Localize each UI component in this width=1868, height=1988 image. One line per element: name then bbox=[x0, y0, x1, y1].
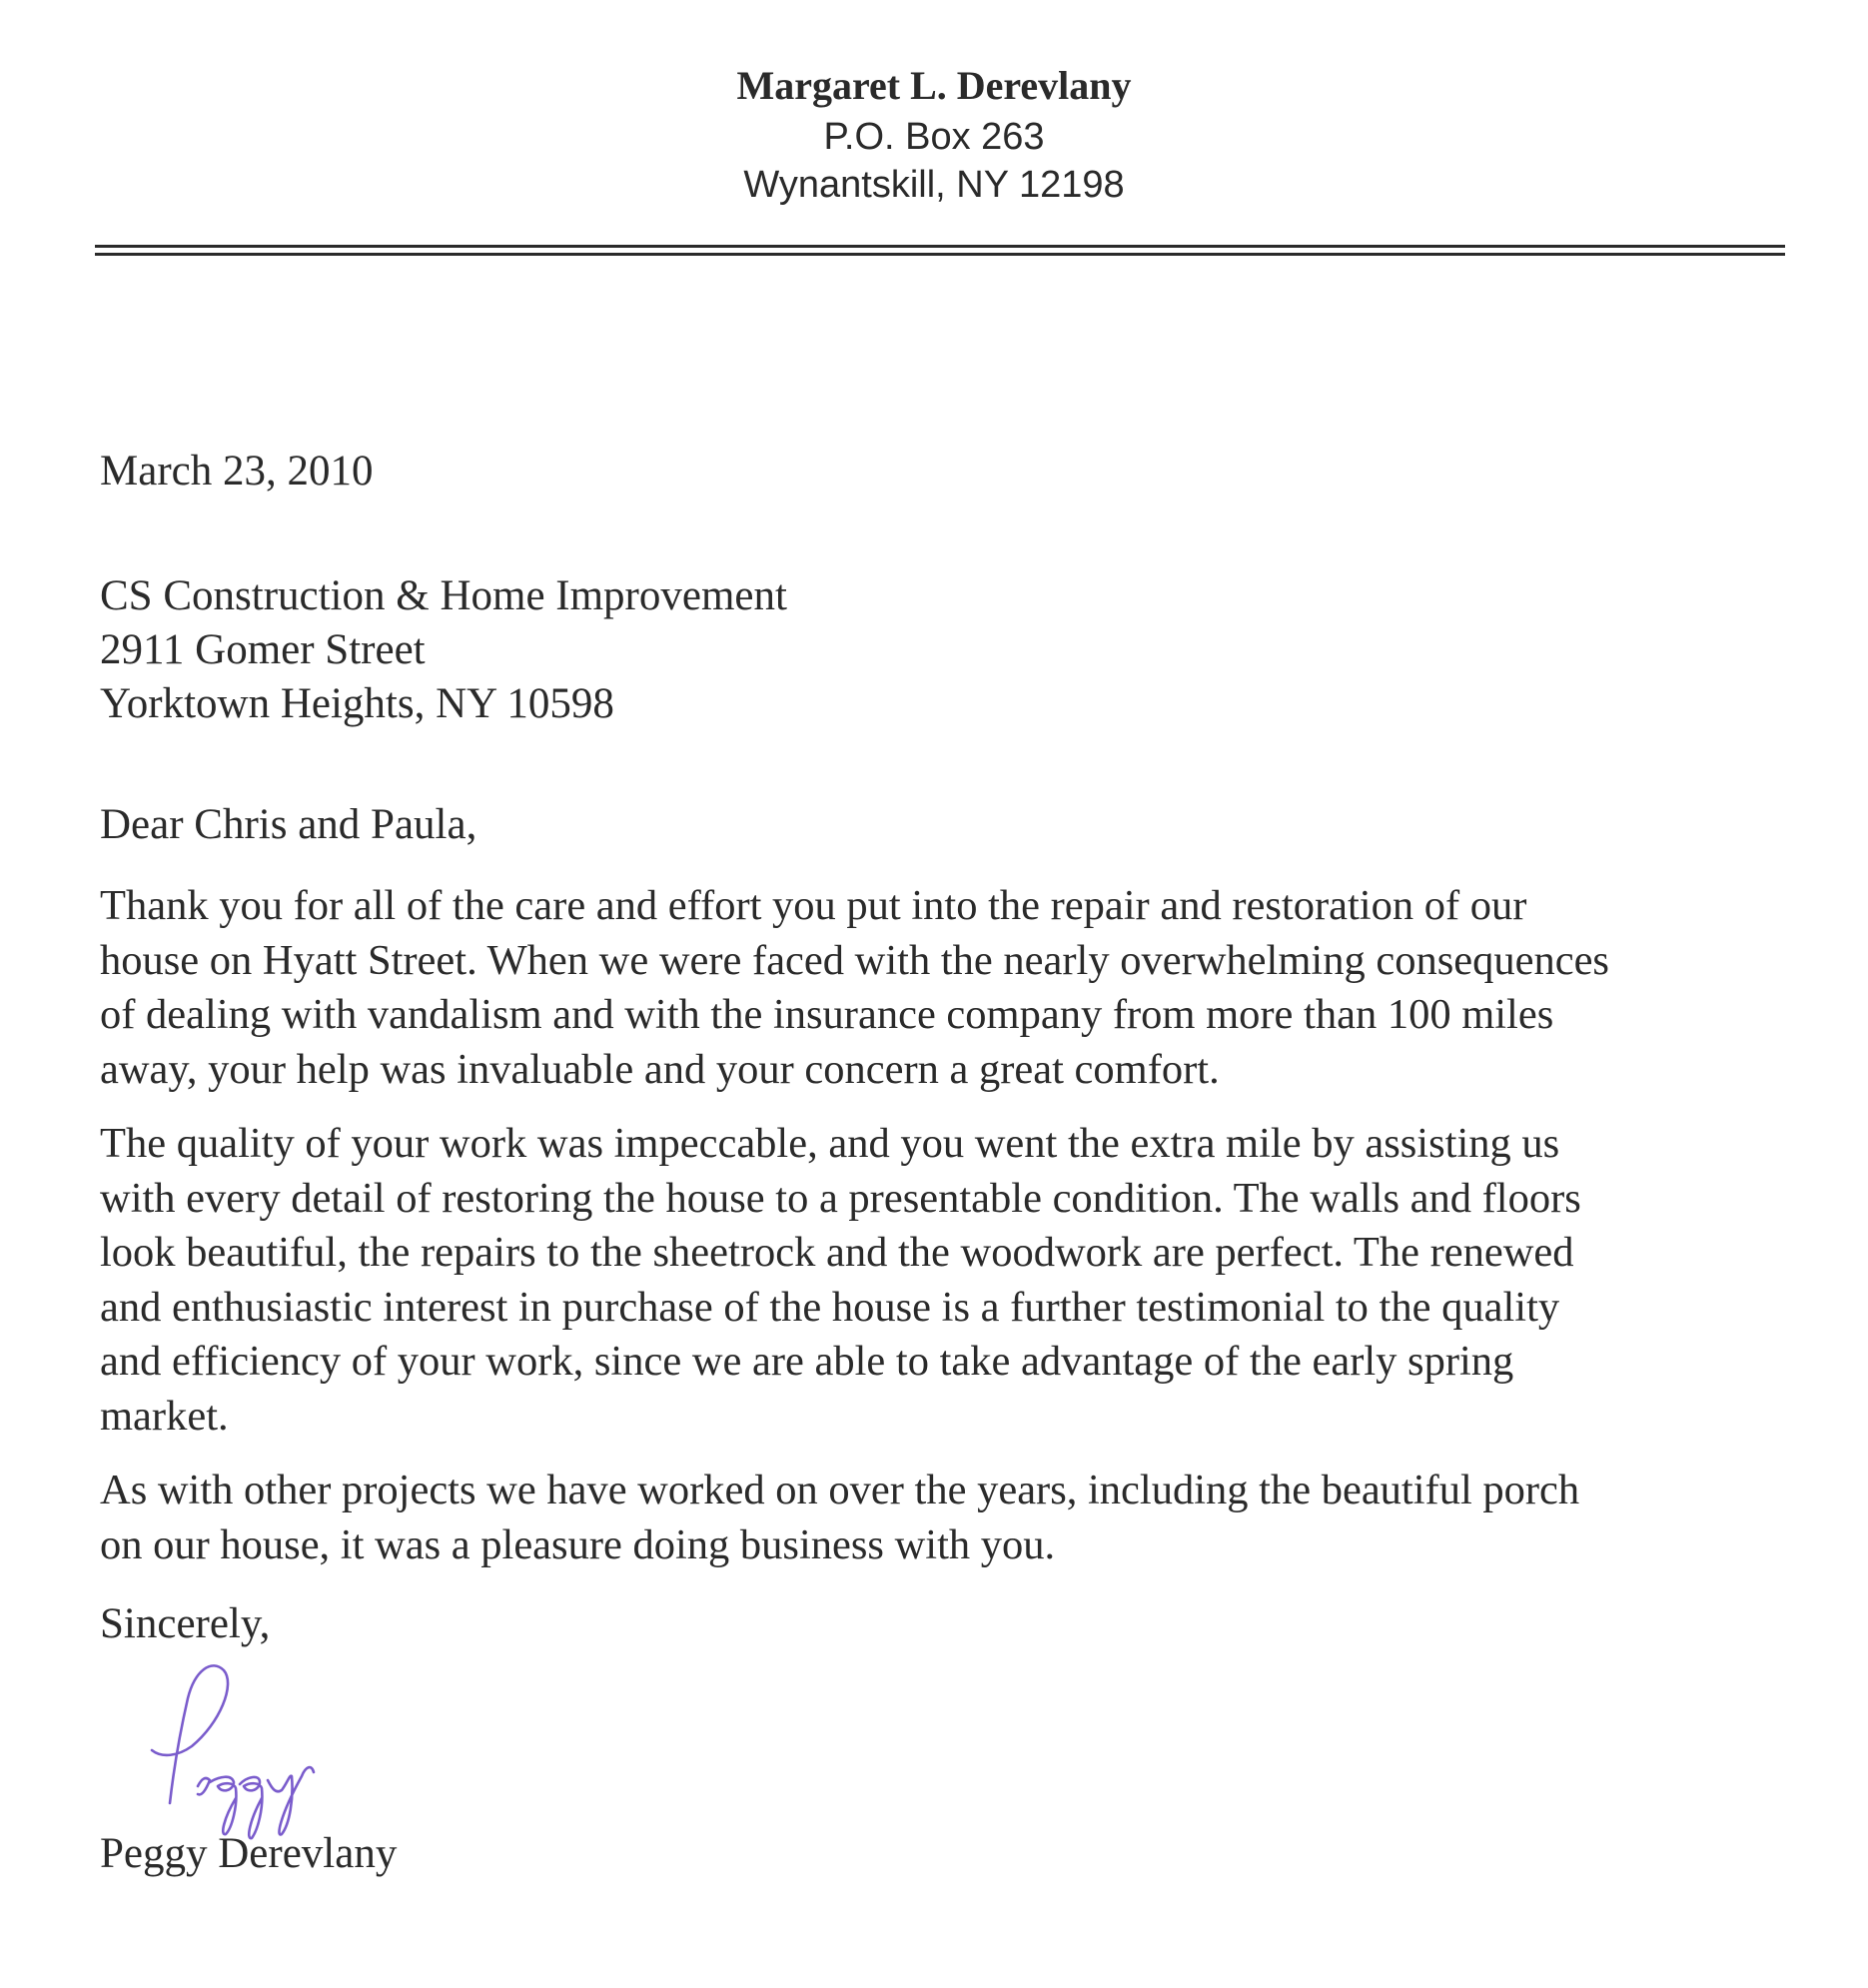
paragraph-line: of dealing with vandalism and with the insurance company from more than 100 miles bbox=[100, 991, 1554, 1038]
paragraph-line: with every detail of restoring the house to a presentable condition. The walls and floors bbox=[100, 1174, 1581, 1222]
paragraph-1 bbox=[100, 879, 1778, 1097]
recipient-line1: CS Construction & Home Improvement bbox=[100, 572, 787, 619]
salutation: Dear Chris and Paula, bbox=[100, 801, 477, 848]
paragraph-3 bbox=[100, 1464, 1778, 1572]
paragraph-line: market. bbox=[100, 1392, 229, 1440]
paragraph-line: away, your help was invaluable and your concern a great comfort. bbox=[100, 1045, 1220, 1093]
paragraph-2 bbox=[100, 1117, 1778, 1444]
paragraph-line: look beautiful, the repairs to the sheetrock and the woodwork are perfect. The renewed bbox=[100, 1229, 1574, 1276]
paragraph-line: The quality of your work was impeccable, and you went the extra mile by assisting us bbox=[100, 1120, 1560, 1167]
sender-address-line2: Wynantskill, NY 12198 bbox=[743, 164, 1125, 206]
sender-name: Margaret L. Derevlany bbox=[736, 63, 1132, 108]
letterhead-rule-bottom bbox=[95, 253, 1785, 256]
paragraph-line: Thank you for all of the care and effort you put into the repair and restoration of our bbox=[100, 882, 1527, 929]
letter-date: March 23, 2010 bbox=[100, 448, 374, 495]
signer-name: Peggy Derevlany bbox=[100, 1830, 398, 1877]
paragraph-line: and enthusiastic interest in purchase of the house is a further testimonial to the quality bbox=[100, 1283, 1560, 1331]
letterhead-rule-top bbox=[95, 245, 1785, 248]
recipient-line3: Yorktown Heights, NY 10598 bbox=[100, 680, 614, 727]
paragraph-line: on our house, it was a pleasure doing business with you. bbox=[100, 1520, 1056, 1568]
paragraph-line: As with other projects we have worked on over the years, including the beautiful porch bbox=[100, 1467, 1580, 1513]
closing: Sincerely, bbox=[100, 1600, 271, 1647]
handwritten-signature bbox=[140, 1648, 380, 1848]
letterhead bbox=[0, 0, 1868, 270]
paragraph-line: house on Hyatt Street. When we were faced with the nearly overwhelming consequences bbox=[100, 936, 1609, 984]
paragraph-line: and efficiency of your work, since we are able to take advantage of the early spring bbox=[100, 1338, 1514, 1385]
recipient-line2: 2911 Gomer Street bbox=[100, 626, 426, 673]
recipient-address bbox=[100, 569, 787, 731]
sender-address-line1: P.O. Box 263 bbox=[823, 116, 1045, 158]
